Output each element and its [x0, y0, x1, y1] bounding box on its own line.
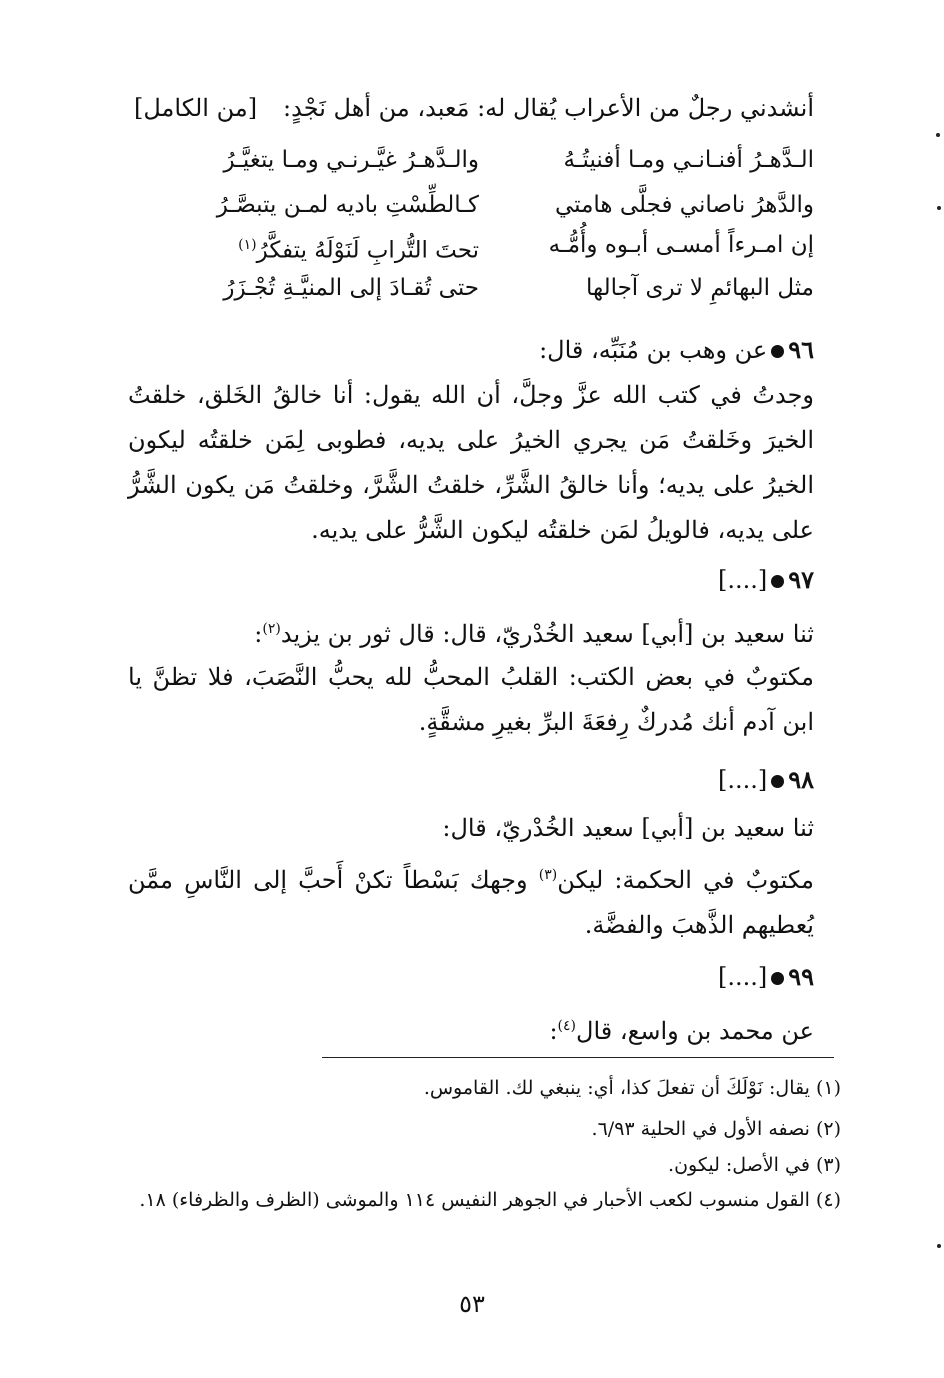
footnote-ref: (١) [238, 237, 257, 253]
entry-heading-text: عن وهب بن مُنَبِّه، قال: [539, 336, 768, 364]
poem-hemistich-right: الـدَّهـرُ أفنـانـي ومـا أفنيتُـهُ [563, 147, 814, 173]
poem-hemistich-left: حتى تُقـادَ إلى المنيَّـةِ تُجْـزَرُ [223, 275, 479, 301]
entry-body-text: مكتوبٌ في الحكمة: ليكن [557, 866, 814, 894]
entry-heading-text: عن محمد بن واسع، قال [576, 1017, 814, 1045]
entry-number: ٩٩ [788, 962, 814, 991]
poem-hemistich-left: والـدَّهـرُ غيَّـرنـي ومـا يتغيَّـرُ [223, 147, 479, 173]
footnote-2: (٢) نصفه الأول في الحلية ٦/٩٣. [591, 1118, 841, 1140]
entry-subheading: ثنا سعيد بن [أبي] سعيد الخُدْريّ، قال: [442, 814, 814, 842]
bullet-icon [771, 972, 784, 985]
poem-hemistich-right: والدَّهرُ ناصاني فجلَّى هامتي [554, 192, 814, 218]
scan-speck [937, 206, 941, 210]
entry-bracket: [....] [717, 766, 768, 794]
entry-number: ٩٧ [788, 565, 814, 594]
intro-text: أنشدني رجلٌ من الأعراب يُقال له: مَعبد، من أهل نَجْدٍ: [283, 94, 814, 122]
entry-heading [718, 565, 814, 595]
poem-hemistich-left [199, 230, 479, 266]
entry-subheading [549, 1011, 814, 1046]
entry-number: ٩٨ [788, 765, 814, 794]
poem-hemistich-right: مثل البهائمِ لا ترى آجالها [585, 275, 814, 301]
scan-speck [936, 133, 940, 137]
footnote-ref: (٢) [262, 621, 281, 637]
entry-heading [718, 765, 814, 795]
heading-colon: : [254, 620, 263, 648]
entry-heading-text: ثنا سعيد بن [أبي] سعيد الخُدْريّ، قال: قال ثور بن يزيد [280, 620, 814, 648]
page-number: ٥٣ [459, 1290, 485, 1318]
bullet-icon [771, 775, 784, 788]
bullet-icon [771, 575, 784, 588]
entry-heading [718, 962, 814, 992]
entry-body [128, 853, 814, 948]
entry-heading [539, 335, 814, 365]
footnote-1: (١) يقال: نَوْلَكَ أن تفعلَ كذا، أي: ينبغي لك. القاموس. [423, 1077, 841, 1099]
footnote-3: (٣) في الأصل: ليكون. [668, 1154, 841, 1176]
meter-label: [من الكامل] [134, 94, 258, 122]
scan-speck [937, 1244, 941, 1248]
intro-line [134, 93, 814, 123]
poem-hemistich-right: إن امـرءاً أمسـى أبـوه وأُمُّـه [548, 232, 814, 258]
entry-bracket: [....] [717, 963, 768, 991]
footnote-4: (٤) القول منسوب لكعب الأحبار في الجوهر النفيس ١١٤ والموشى (الظرف والظرفاء) ١٨. [139, 1189, 841, 1211]
footnote-ref: (٤) [557, 1018, 577, 1034]
entry-body-text: وجهك بَسْطاً تكنْ أَحبَّ إلى النَّاسِ ممَّن يُعطيهم الذَّهبَ والفضَّة. [128, 866, 814, 939]
footnote-ref: (٣) [538, 867, 558, 883]
entry-number: ٩٦ [788, 335, 814, 364]
heading-colon: : [549, 1017, 558, 1045]
entry-body: مكتوبٌ في بعض الكتب: القلبُ المحبُّ لله يحبُّ النَّصَبَ، فلا تظنَّ يا ابن آدم أنك مُدركٌ رِفعَةَ البرِّ بغيرِ مشقَّةٍ. [128, 663, 814, 736]
poem-text: تحتَ التُّرابِ لَنَوْلَهُ يتفكَّرُ [256, 237, 479, 264]
bullet-icon [771, 345, 784, 358]
entry-bracket: [....] [717, 566, 768, 594]
poem-hemistich-left: كـالطِّسْتِ باديه لمـن يتبصَّـرُ [216, 192, 479, 218]
entry-subheading [254, 614, 814, 649]
entry-body: وجدتُ في كتب الله عزَّ وجلَّ، أن الله يقول: أنا خالقُ الخَلق، خلقتُ الخيرَ وخَلقتُ مَن يجري الخيرُ على يديه، فطوبى لِمَن خلقتُه ليكون الخيرُ على يديه؛ وأنا خالقُ الشَّرِّ، خلقتُ الشَّرَّ، وخلقتُ مَن يكون الشَّرُّ على يديه، فالويلُ لمَن خلقتُه ليكون الشَّرُّ على يديه. [128, 381, 814, 544]
footnote-separator [322, 1057, 834, 1058]
